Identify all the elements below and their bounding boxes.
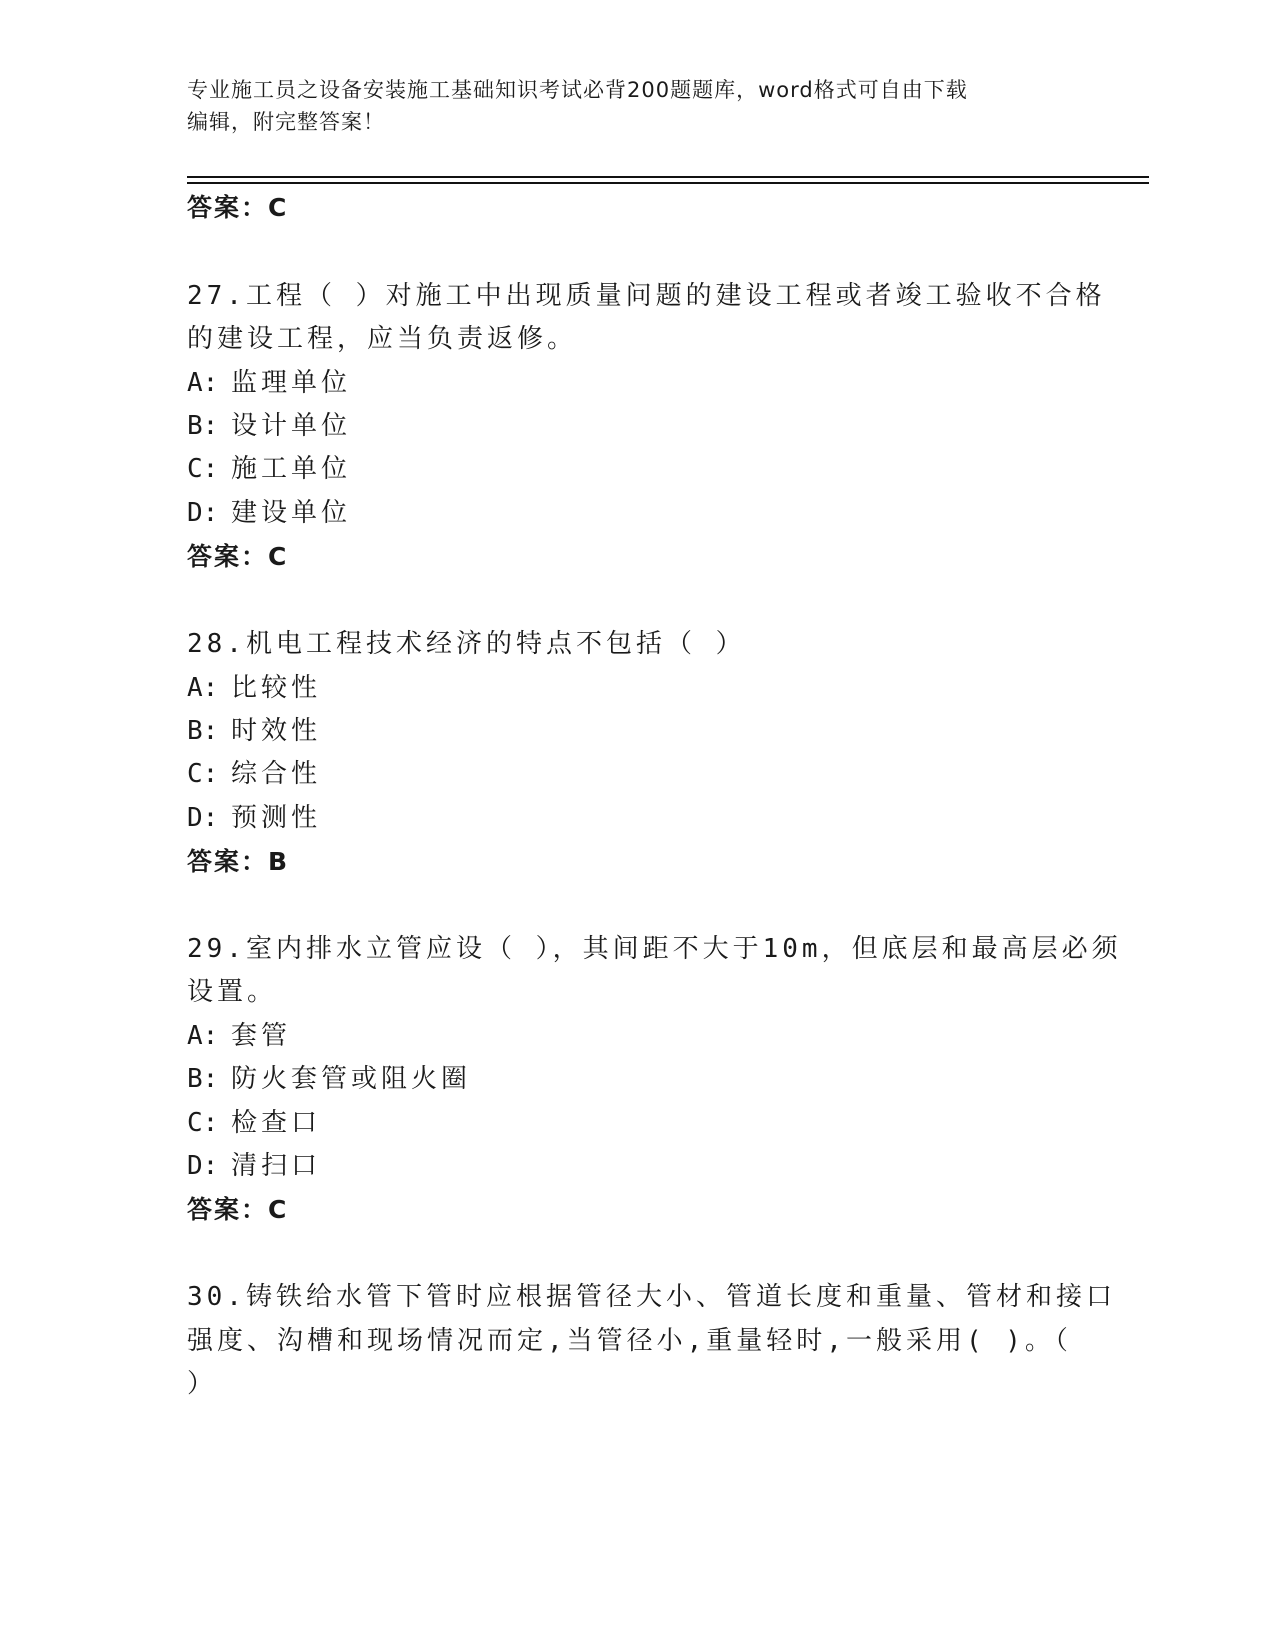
- option-d: [187, 492, 351, 529]
- option-key: B:: [187, 716, 219, 746]
- question-stem-line: 30.铸铁给水管下管时应根据管径大小、管道长度和重量、管材和接口: [187, 1282, 1116, 1312]
- option-text: 清扫口: [231, 1151, 322, 1181]
- option-c: [187, 448, 351, 485]
- option-key: D:: [187, 498, 219, 528]
- answer: 答案：C: [187, 542, 289, 571]
- document-header: [187, 74, 1087, 138]
- option-c: [187, 1102, 321, 1139]
- option-a: [187, 1015, 291, 1052]
- option-key: B:: [187, 1064, 219, 1094]
- option-d: [187, 1145, 321, 1182]
- option-text: 预测性: [231, 803, 322, 833]
- option-key: C:: [187, 1108, 219, 1138]
- option-b: [187, 1058, 471, 1095]
- header-rule-top: [187, 176, 1149, 178]
- option-key: B:: [187, 411, 219, 441]
- answer: 答案：C: [187, 1195, 289, 1224]
- option-text: 监理单位: [231, 368, 352, 398]
- question-stem-line: 的建设工程，应当负责返修。: [187, 324, 578, 354]
- option-key: C:: [187, 454, 219, 484]
- option-c: [187, 753, 321, 790]
- header-rule-bottom: [187, 182, 1149, 184]
- option-text: 设计单位: [231, 411, 352, 441]
- option-text: 比较性: [231, 673, 322, 703]
- option-text: 检查口: [231, 1108, 322, 1138]
- option-key: A:: [187, 673, 219, 703]
- option-key: A:: [187, 1021, 219, 1051]
- option-key: D:: [187, 1151, 219, 1181]
- question-stem-line: 29.室内排水立管应设（ ），其间距不大于10m，但底层和最高层必须: [187, 934, 1122, 964]
- question-stem-line: 设置。: [187, 977, 278, 1007]
- option-b: [187, 710, 321, 747]
- header-line-2: 编辑，附完整答案！: [187, 110, 385, 134]
- option-a: [187, 362, 351, 399]
- option-b: [187, 405, 351, 442]
- previous-answer: 答案：C: [187, 193, 289, 222]
- option-key: D:: [187, 803, 219, 833]
- option-key: C:: [187, 759, 219, 789]
- option-d: [187, 797, 321, 834]
- option-text: 建设单位: [231, 498, 352, 528]
- question-stem-line: 28.机电工程技术经济的特点不包括（ ）: [187, 629, 746, 659]
- answer: 答案：B: [187, 847, 290, 876]
- option-text: 时效性: [231, 716, 322, 746]
- question-stem-line: 强度、沟槽和现场情况而定,当管径小,重量轻时,一般采用( )。（: [187, 1326, 1072, 1356]
- option-text: 综合性: [231, 759, 322, 789]
- option-text: 防火套管或阻火圈: [231, 1064, 472, 1094]
- option-text: 施工单位: [231, 454, 352, 484]
- option-text: 套管: [231, 1021, 292, 1051]
- option-a: [187, 667, 321, 704]
- option-key: A:: [187, 368, 219, 398]
- question-stem-line: 27.工程（ ）对施工中出现质量问题的建设工程或者竣工验收不合格: [187, 281, 1106, 311]
- question-stem-line: ）: [187, 1369, 218, 1399]
- header-line-1: 专业施工员之设备安装施工基础知识考试必背200题题库，word格式可自由下载: [187, 78, 968, 102]
